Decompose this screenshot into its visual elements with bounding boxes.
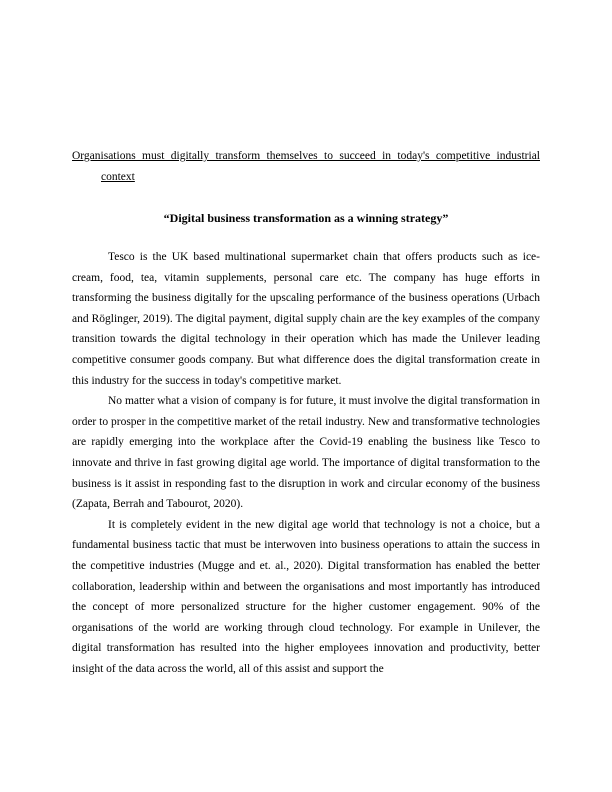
body-paragraph-2: No matter what a vision of company is for future, it must involve the digital transformation in order to prosper in the competitive market of the retail industry. New and transformative technologies are rapidly emerging into the workplace after the Covid-19 enabling the business like Tesco to innovate and thrive in fast growing digital age world. The importance of digital transformation to the business is it assist in responding fast to the disruption in work and circular economy of the business (Zapata, Berrah and Tabourot, 2020). bbox=[72, 395, 540, 511]
body-paragraph-1: Tesco is the UK based multinational supermarket chain that offers products such as ice-cream, food, tea, vitamin supplements, personal care etc. The company has huge efforts in transforming the business digitally for the upscaling performance of the business operations (Urbach and Röglinger, 2019). The digital payment, digital supply chain are the key examples of the company transition towards the digital technology in their operation which has made the Unilever leading competitive consumer goods company. But what difference does the digital transformation create in this industry for the success in today's competitive market. bbox=[72, 251, 540, 387]
body-paragraph-3: It is completely evident in the new digital age world that technology is not a choice, but a fundamental business tactic that must be interwoven into business operations to attain the success in the competitive industries (Mugge and et. al., 2020). Digital transformation has enabled the better collaboration, leadership within and between the organisations and most importantly has introduced the concept of more personalized structure for the higher customer engagement. 90% of the organisations of the world are working through cloud technology. For example in Unilever, the digital transformation has resulted into the higher employees innovation and productivity, better insight of the data across the world, all of this assist and support the bbox=[72, 518, 540, 675]
document-subtitle: “Digital business transformation as a winning strategy” bbox=[163, 211, 449, 225]
document-heading bbox=[72, 146, 540, 187]
heading-line-2: context bbox=[101, 170, 135, 183]
heading-line-1: Organisations must digitally transform themselves to succeed in today's competitive industrial bbox=[72, 150, 540, 162]
document-body bbox=[72, 247, 540, 679]
